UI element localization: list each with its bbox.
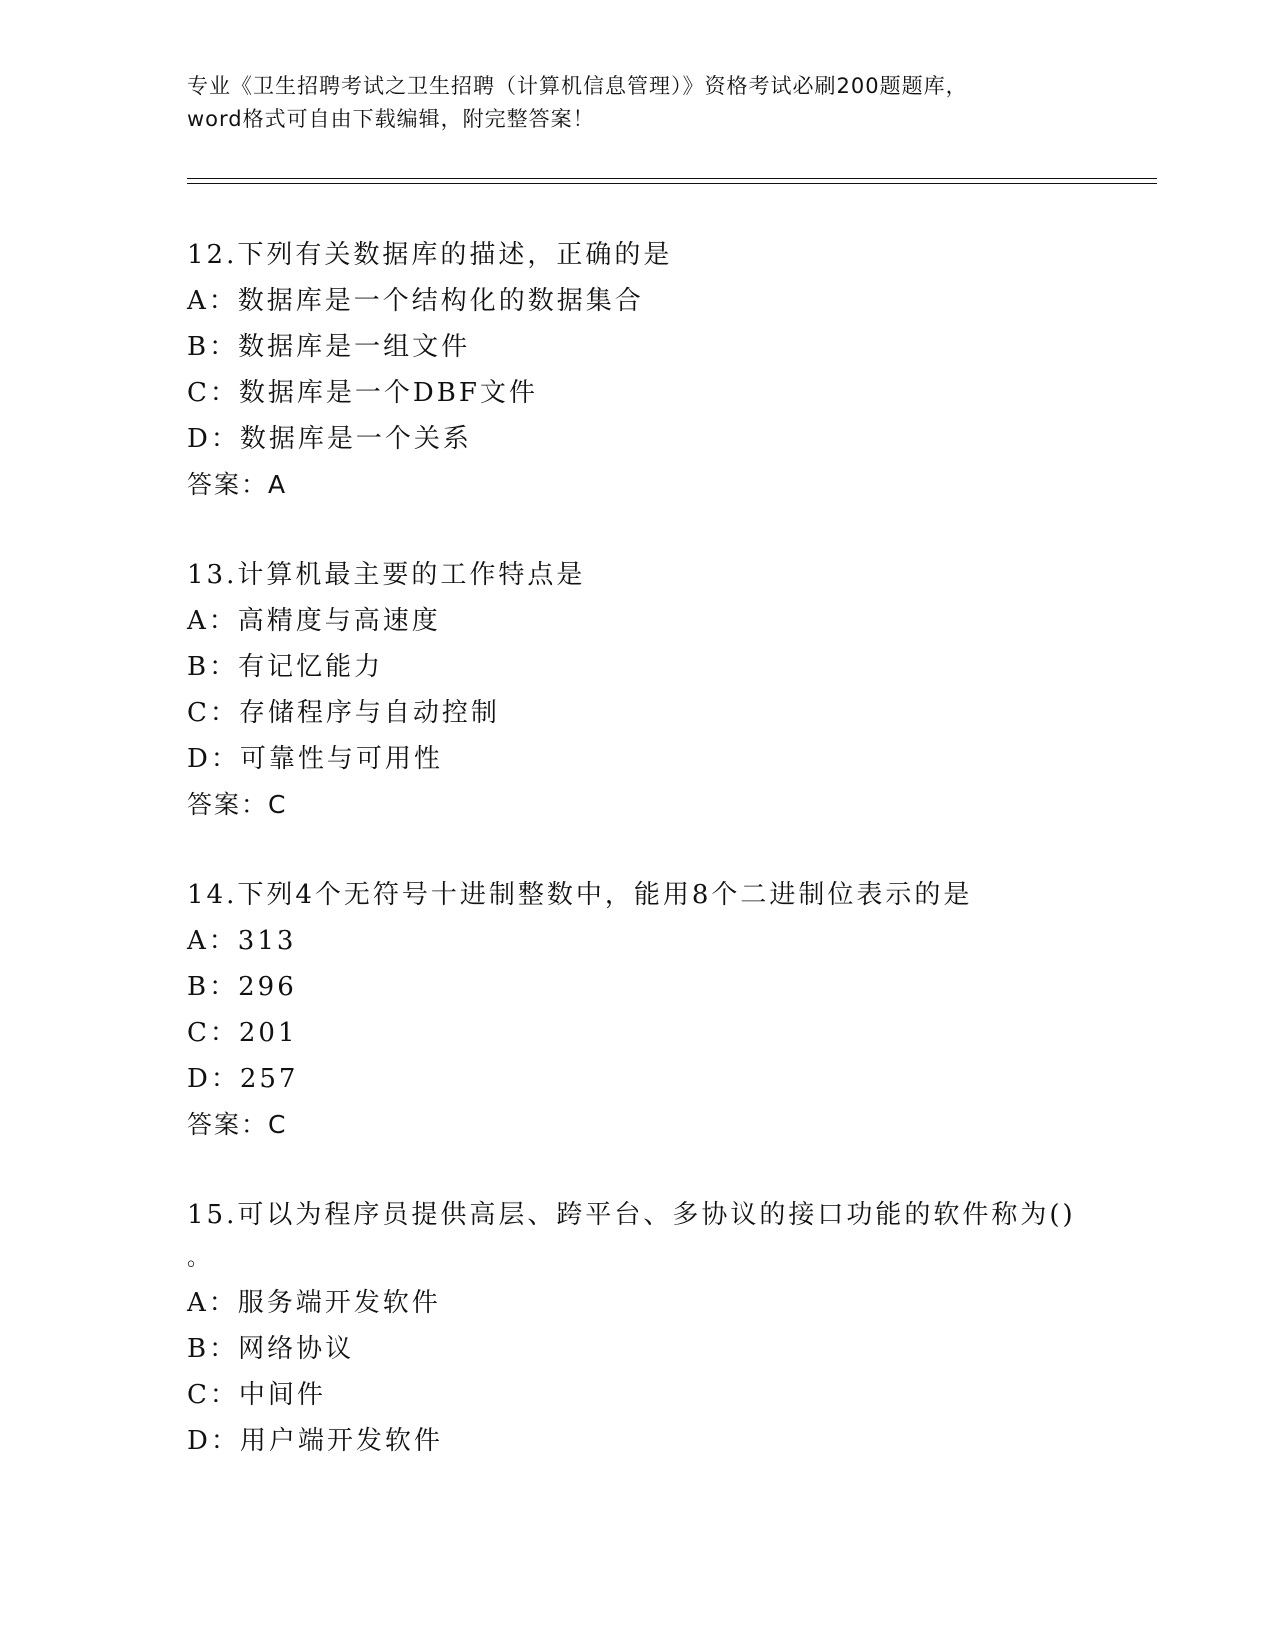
answer-line: 答案：C	[187, 790, 288, 819]
header-line-2: word格式可自由下载编辑，附完整答案！	[187, 107, 595, 131]
answer-line: 答案：A	[187, 470, 288, 499]
option-d: D：可靠性与可用性	[187, 744, 443, 774]
question-15	[187, 1192, 1147, 1464]
option-c: C：中间件	[187, 1380, 326, 1410]
option-d: D：257	[187, 1064, 299, 1094]
header-divider-bottom	[187, 183, 1157, 184]
question-list	[187, 232, 1147, 1508]
option-b: B：网络协议	[187, 1334, 355, 1364]
question-stem: 13.计算机最主要的工作特点是	[187, 560, 586, 590]
header-line-1: 专业《卫生招聘考试之卫生招聘（计算机信息管理）》资格考试必刷200题题库，	[187, 74, 968, 98]
document-header	[187, 70, 1087, 136]
question-stem-continuation: 。	[187, 1246, 213, 1271]
question-13	[187, 552, 1147, 828]
question-stem: 12.下列有关数据库的描述，正确的是	[187, 240, 673, 270]
question-stem: 15.可以为程序员提供高层、跨平台、多协议的接口功能的软件称为()	[187, 1200, 1076, 1230]
option-b: B：296	[187, 972, 297, 1002]
question-12	[187, 232, 1147, 508]
option-d: D：数据库是一个关系	[187, 424, 472, 454]
option-b: B：数据库是一组文件	[187, 332, 471, 362]
option-d: D：用户端开发软件	[187, 1426, 443, 1456]
option-c: C：数据库是一个DBF文件	[187, 378, 538, 408]
header-divider-top	[187, 178, 1157, 179]
option-a: A：数据库是一个结构化的数据集合	[187, 286, 644, 316]
option-a: A：高精度与高速度	[187, 606, 441, 636]
answer-line: 答案：C	[187, 1110, 288, 1139]
question-14	[187, 872, 1147, 1148]
option-c: C：201	[187, 1018, 298, 1048]
option-c: C：存储程序与自动控制	[187, 698, 500, 728]
option-a: A：313	[187, 926, 297, 956]
option-a: A：服务端开发软件	[187, 1288, 441, 1318]
question-stem: 14.下列4个无符号十进制整数中，能用8个二进制位表示的是	[187, 880, 973, 910]
option-b: B：有记忆能力	[187, 652, 384, 682]
